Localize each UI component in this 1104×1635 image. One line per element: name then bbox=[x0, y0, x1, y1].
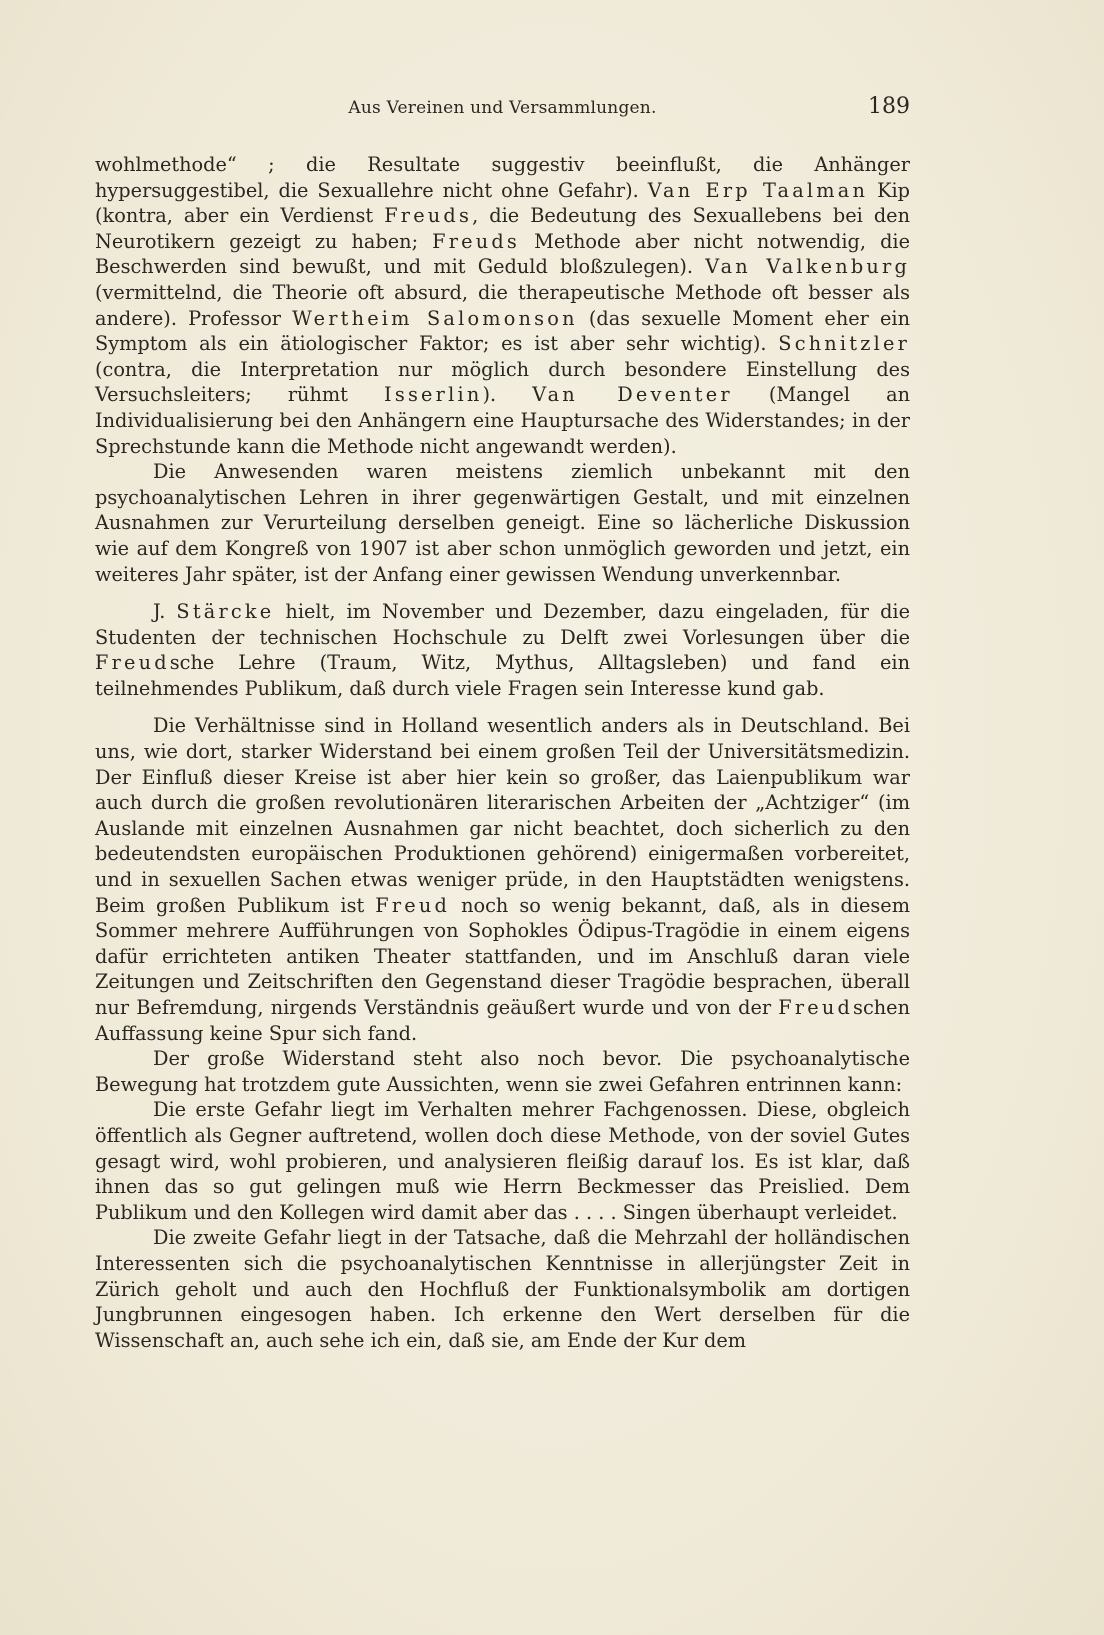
text-run: (das sexuelle Moment eher ein Symptom als ein ätiologischer Faktor; es ist aber sehr wichtig). bbox=[95, 306, 910, 356]
text-run: hielt, im November und Dezember, dazu eingeladen, für die Studenten der technischen Hochschule zu Delft zwei Vorlesungen über die bbox=[95, 600, 910, 649]
text-run: Kip (kontra, aber ein Verdienst bbox=[95, 178, 910, 228]
paragraph bbox=[95, 599, 910, 701]
spaced-name: Freud bbox=[778, 996, 854, 1019]
running-title: Aus Vereinen und Versammlungen. bbox=[348, 98, 657, 118]
running-header bbox=[95, 94, 910, 124]
spaced-name: Van Valkenburg bbox=[705, 255, 910, 279]
text-run: (vermittelnd, die Theorie oft absurd, die therapeutische Methode oft besser als andere). Professor bbox=[95, 280, 910, 330]
paragraph bbox=[95, 713, 910, 1046]
text-run: (Mangel an Individualisierung bei den Anhängern eine Hauptursache des Widerstandes; in der Sprechstunde kann die Methode nicht angewandt werden). bbox=[95, 383, 911, 458]
spaced-name: Isserlin bbox=[384, 383, 483, 407]
spaced-name: Wertheim Salomonson bbox=[292, 306, 578, 330]
text-run: Die Verhältnisse sind in Holland wesentlich anders als in Deutschland. Bei uns, wie dort, starker Widerstand bei einem großen Teil der Universitätsmedizin. Der Einfluß dieser Kreise ist aber hier kein so großer, das Laienpublikum war auch durch die großen revolutionären literarischen Arbeiten der „Achtziger“ (im Auslande mit einzelnen Ausnahmen gar nicht beachtet, doch sicherlich zu den bedeutendsten europäischen Produktionen gehörend) einigermaßen vorbereitet, und in sexuellen Sachen etwas weniger prüde, in den Hauptstädten wenigstens. Beim großen Publikum ist bbox=[95, 714, 910, 917]
text-run: (contra, die Interpretation nur möglich durch besondere Einstellung des Versuchsleiters; rühmt bbox=[95, 357, 910, 407]
paragraph bbox=[95, 1225, 910, 1353]
text-run: schen Auffassung keine Spur sich fand. bbox=[95, 996, 910, 1045]
text-run: J. bbox=[153, 600, 177, 624]
text-run: Der große Widerstand steht also noch bevor. Die psychoanalytische Bewegung hat trotzdem gute Aussichten, wenn sie zwei Gefahren entrinnen kann: bbox=[95, 1047, 910, 1096]
spaced-name: Freud bbox=[95, 651, 170, 675]
body-text bbox=[95, 152, 910, 1353]
paragraph bbox=[95, 152, 910, 459]
paragraph bbox=[95, 1046, 910, 1097]
text-run: Methode aber nicht notwendig, die Beschwerden sind bewußt, und mit Geduld bloßzulegen). bbox=[95, 229, 910, 279]
paragraph bbox=[95, 1097, 910, 1225]
spaced-name: Freuds bbox=[384, 204, 473, 228]
text-run: noch so wenig bekannt, daß, als in diesem Sommer mehrere Aufführungen von Sophokles Ödipus-Tragödie in einem eigens dafür errichteten antiken Theater stattfanden, und im Anschluß daran viele Zeitungen und Zeitschriften den Gegenstand dieser Tragödie besprachen, überall nur Befremdung, nirgends Verständnis geäußert wurde und von der bbox=[95, 893, 911, 1019]
paragraph bbox=[95, 459, 910, 587]
text-run: ). bbox=[482, 383, 533, 407]
spaced-name: Freud bbox=[375, 893, 451, 917]
text-run: sche Lehre (Traum, Witz, Mythus, Alltagsleben) und fand ein teilnehmendes Publikum, daß durch viele Fragen sein Interesse kund gab. bbox=[95, 651, 910, 700]
text-run: Die Anwesenden waren meistens ziemlich unbekannt mit den psychoanalytischen Lehren in ihrer gegenwärtigen Gestalt, und mit einzelnen Ausnahmen zur Verurteilung derselben geneigt. Eine so lächerliche Diskussion wie auf dem Kongreß von 1907 ist aber schon unmöglich geworden und jetzt, ein weiteres Jahr später, ist der Anfang einer gewissen Wendung unverkennbar. bbox=[95, 460, 910, 586]
spaced-name: Freuds bbox=[432, 229, 521, 253]
spaced-name: Van Erp Taalman bbox=[647, 178, 869, 202]
text-run: , die Bedeutung des Sexuallebens bei den Neurotikern gezeigt zu haben; bbox=[95, 204, 910, 253]
text-run: Die erste Gefahr liegt im Verhalten mehrer Fachgenossen. Diese, obgleich öffentlich als Gegner auftretend, wollen doch diese Methode, von der soviel Gutes gesagt wird, wohl probieren, und analysieren fleißig darauf los. Es ist klar, daß ihnen das so gut gelingen muß wie Herrn Beckmesser das Preislied. Dem Publikum und den Kollegen wird damit aber das . . . . Singen überhaupt verleidet. bbox=[95, 1098, 910, 1224]
text-run: Die zweite Gefahr liegt in der Tatsache, daß die Mehrzahl der holländischen Interessenten sich die psychoanalytischen Kenntnisse in allerjüngster Zeit in Zürich geholt und auch den Hochfluß der Funktionalsymbolik am dortigen Jungbrunnen eingesogen haben. Ich erkenne den Wert derselben für die Wissenschaft an, auch sehe ich ein, daß sie, am Ende der Kur dem bbox=[95, 1226, 910, 1352]
spaced-name: Van Deventer bbox=[532, 383, 733, 407]
spaced-name: Schnitzler bbox=[778, 332, 910, 356]
page-number: 189 bbox=[868, 94, 910, 119]
spaced-name: Stärcke bbox=[176, 600, 275, 624]
text-run: wohlmethode“ ; die Resultate suggestiv beeinflußt, die Anhänger hypersuggestibel, die Sexuallehre nicht ohne Gefahr). bbox=[95, 153, 910, 202]
